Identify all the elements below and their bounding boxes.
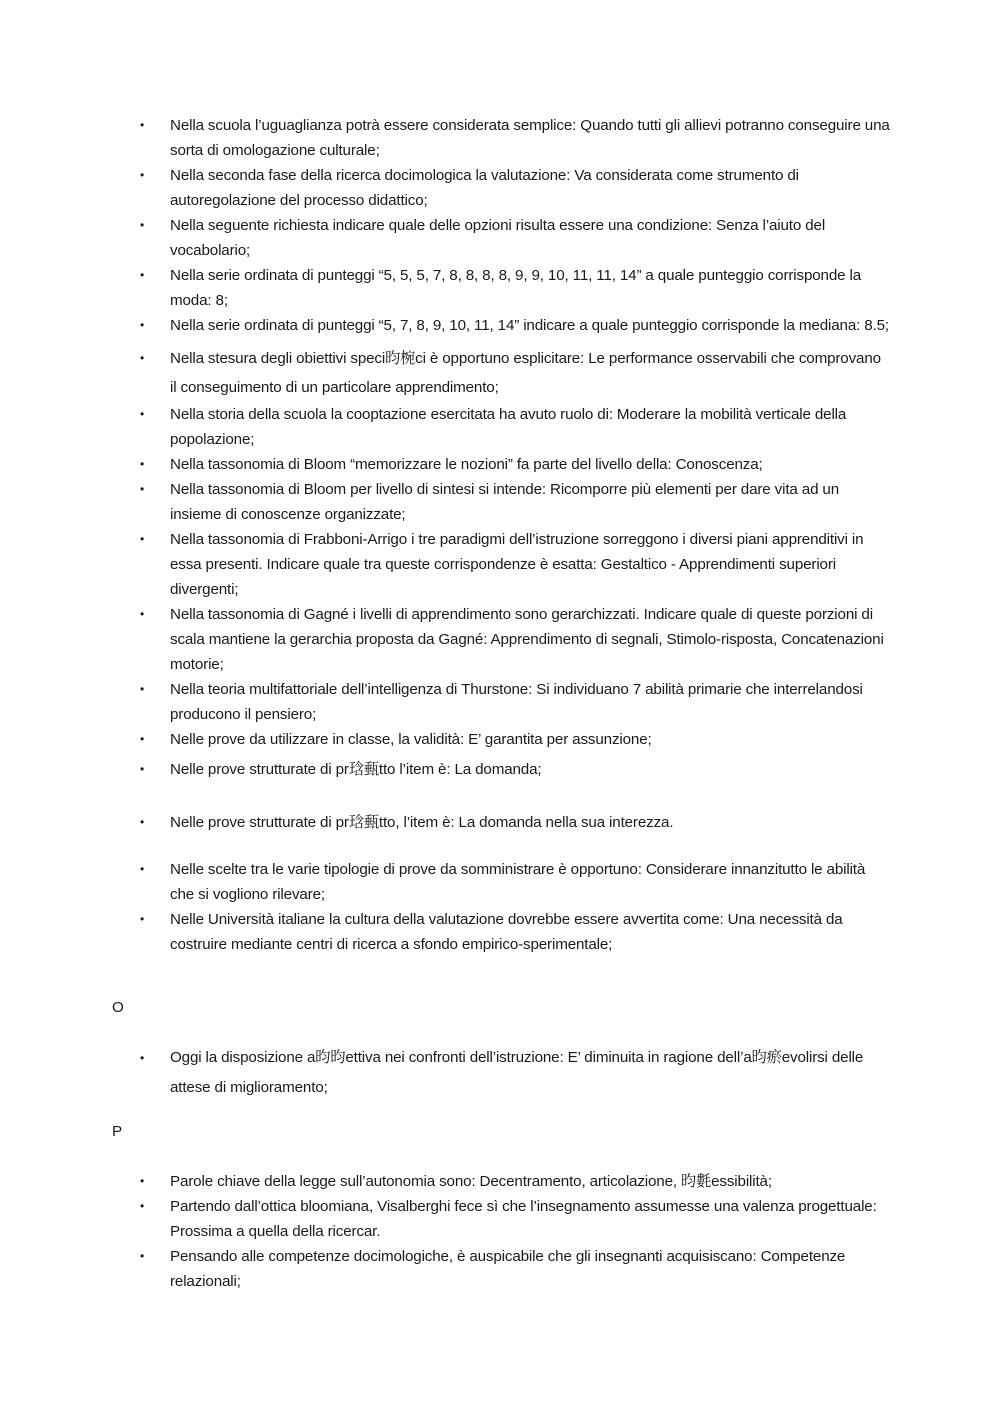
qa-list-p	[140, 1169, 890, 1294]
list-item: • Nella serie ordinata di punteggi “5, 7, 8, 9, 10, 11, 14” indicare a quale punteggio corrisponde la mediana: 8.5;	[140, 313, 890, 338]
list-item: • Oggi la disposizione a昀昀ettiva nei confronti dell’istruzione: E’ diminuita in ragione dell’a昀瘀evolirsi delle attese di miglioramento;	[140, 1043, 890, 1103]
list-item: • Nelle prove da utilizzare in classe, la validità: E’ garantita per assunzione;	[140, 727, 890, 752]
bullet-icon: •	[140, 815, 145, 829]
list-item: • Nella serie ordinata di punteggi “5, 5, 5, 7, 8, 8, 8, 8, 9, 9, 10, 11, 11, 14” a quale punteggio corrisponde la moda: 8;	[140, 263, 890, 313]
bullet-icon: •	[140, 682, 145, 696]
bullet-icon: •	[140, 118, 145, 132]
list-item: • Nella tassonomia di Bloom per livello di sintesi si intende: Ricomporre più elementi per dare vita ad un insieme di conoscenze organizzate;	[140, 477, 890, 527]
list-item: • Nella seguente richiesta indicare quale delle opzioni risulta essere una condizione: Senza l’aiuto del vocabolario;	[140, 213, 890, 263]
bullet-icon: •	[140, 1174, 145, 1188]
bullet-icon: •	[140, 168, 145, 182]
list-item: • Nella storia della scuola la cooptazione esercitata ha avuto ruolo di: Moderare la mobilità verticale della popolazione;	[140, 402, 890, 452]
list-item: • Nella tassonomia di Frabboni-Arrigo i tre paradigmi dell’istruzione sorreggono i diversi piani apprenditivi in essa presenti. Indicare quale tra queste corrispondenze è esatta: Gestaltico - Apprendimenti superiori divergenti;	[140, 527, 890, 602]
list-item: • Nella scuola l’uguaglianza potrà essere considerata semplice: Quando tutti gli allievi potranno conseguire una sorta di omologazione culturale;	[140, 113, 890, 163]
qa-list-n	[140, 113, 890, 957]
bullet-icon: •	[140, 351, 145, 365]
list-item: • Nelle scelte tra le varie tipologie di prove da somministrare è opportuno: Considerare innanzitutto le abilità che si vogliono rilevare;	[140, 857, 890, 907]
list-item: • Parole chiave della legge sull’autonomia sono: Decentramento, articolazione, 昀氀essibilità;	[140, 1169, 890, 1194]
bullet-icon: •	[140, 862, 145, 876]
bullet-icon: •	[140, 532, 145, 546]
list-item: • Nelle prove strutturate di pr琀甀tto, l’item è: La domanda nella sua interezza.	[140, 810, 890, 835]
bullet-icon: •	[140, 457, 145, 471]
bullet-icon: •	[140, 218, 145, 232]
list-item: • Nelle Università italiane la cultura della valutazione dovrebbe essere avvertita come: Una necessità da costruire mediante centri di ricerca a sfondo empirico-sperimentale;	[140, 907, 890, 957]
bullet-icon: •	[140, 1249, 145, 1263]
bullet-icon: •	[140, 318, 145, 332]
bullet-icon: •	[140, 1051, 145, 1065]
qa-list-o	[140, 1043, 890, 1103]
bullet-icon: •	[140, 1199, 145, 1213]
list-item: • Nella stesura degli obiettivi speci昀椀ci è opportuno esplicitare: Le performance osservabili che comprovano il conseguimento di un particolare apprendimento;	[140, 344, 890, 402]
list-item: • Nella tassonomia di Bloom “memorizzare le nozioni” fa parte del livello della: Conoscenza;	[140, 452, 890, 477]
list-item: • Nella tassonomia di Gagné i livelli di apprendimento sono gerarchizzati. Indicare quale di queste porzioni di scala mantiene la gerarchia proposta da Gagné: Apprendimento di segnali, Stimolo-risposta, Concatenazioni motorie;	[140, 602, 890, 677]
bullet-icon: •	[140, 268, 145, 282]
page-header-mark	[490, 0, 510, 3]
bullet-icon: •	[140, 482, 145, 496]
bullet-icon: •	[140, 607, 145, 621]
list-item: • Nella seconda fase della ricerca docimologica la valutazione: Va considerata come strumento di autoregolazione del processo didattico;	[140, 163, 890, 213]
list-item: • Nelle prove strutturate di pr琀甀tto l’item è: La domanda;	[140, 757, 890, 782]
bullet-icon: •	[140, 912, 145, 926]
bullet-icon: •	[140, 407, 145, 421]
bullet-icon: •	[140, 762, 145, 776]
section-letter-o: O	[112, 999, 124, 1016]
section-letter-p: P	[112, 1123, 123, 1140]
bullet-icon: •	[140, 732, 145, 746]
list-item: • Nella teoria multifattoriale dell’intelligenza di Thurstone: Si individuano 7 abilità primarie che interrelandosi producono il pensiero;	[140, 677, 890, 727]
list-item: • Partendo dall’ottica bloomiana, Visalberghi fece sì che l’insegnamento assumesse una valenza progettuale: Prossima a quella della ricercar.	[140, 1194, 890, 1244]
list-item: • Pensando alle competenze docimologiche, è auspicabile che gli insegnanti acquisiscano: Competenze relazionali;	[140, 1244, 890, 1294]
